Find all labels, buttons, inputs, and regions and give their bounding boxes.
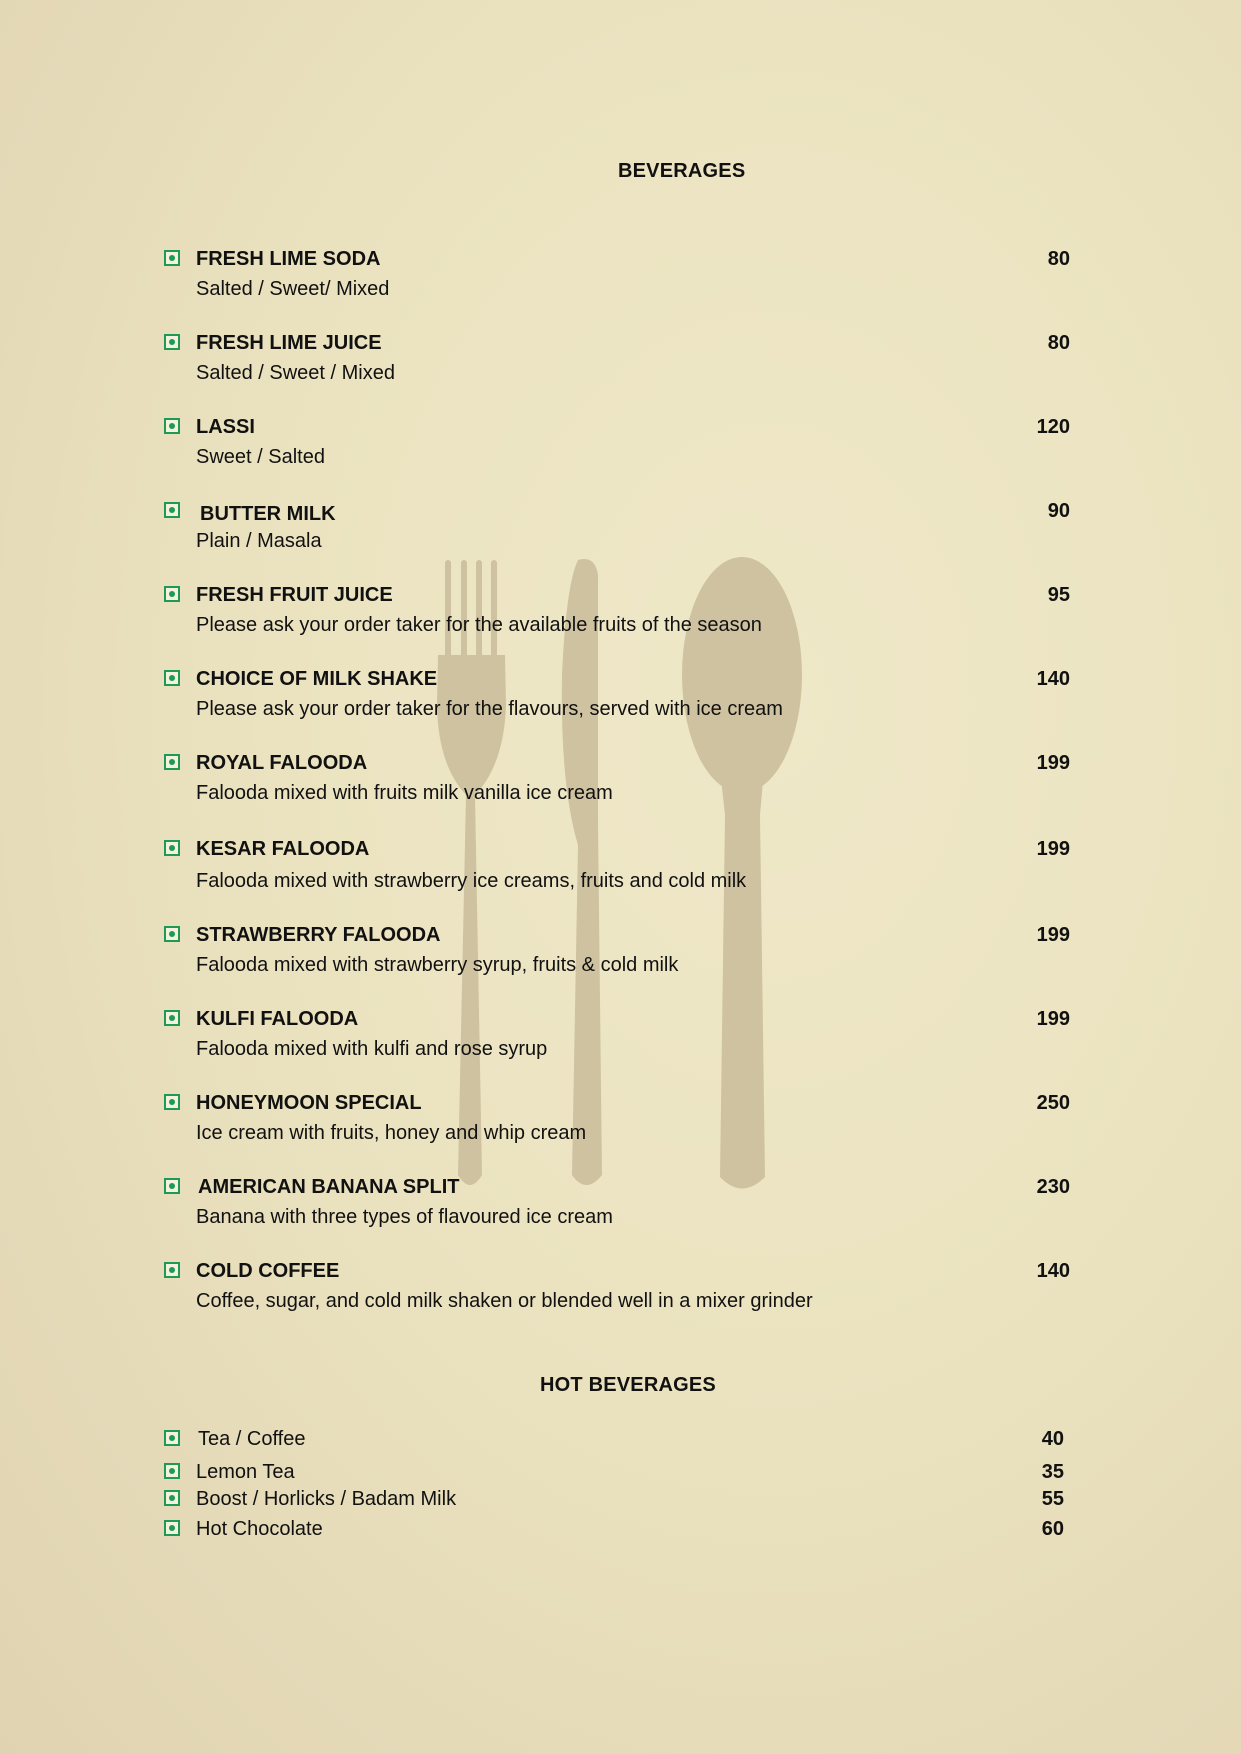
veg-indicator-icon — [164, 502, 180, 518]
item-description: Ice cream with fruits, honey and whip cream — [196, 1122, 587, 1144]
item-description: Please ask your order taker for the available fruits of the season — [196, 614, 762, 636]
item-description: Falooda mixed with fruits milk vanilla ice cream — [196, 782, 613, 804]
item-name: Hot Chocolate — [196, 1518, 323, 1540]
veg-indicator-icon — [164, 334, 180, 350]
veg-indicator-icon — [164, 1490, 180, 1506]
item-price: 80 — [1047, 332, 1070, 354]
item-price: 55 — [1041, 1488, 1064, 1510]
veg-indicator-icon — [164, 1262, 180, 1278]
item-description: Salted / Sweet / Mixed — [196, 362, 395, 384]
item-description: Banana with three types of flavoured ice cream — [196, 1206, 613, 1228]
item-description: Falooda mixed with strawberry syrup, fruits & cold milk — [196, 954, 679, 976]
item-price: 250 — [1036, 1092, 1070, 1114]
item-name: AMERICAN BANANA SPLIT — [198, 1176, 460, 1198]
beverages-heading: BEVERAGES — [618, 160, 746, 182]
item-name: ROYAL FALOODA — [196, 752, 368, 774]
veg-indicator-icon — [164, 250, 180, 266]
item-description: Sweet / Salted — [196, 446, 325, 468]
item-name: FRESH LIME SODA — [196, 248, 381, 270]
veg-indicator-icon — [164, 1430, 180, 1446]
item-price: 90 — [1047, 500, 1070, 522]
item-price: 80 — [1047, 248, 1070, 270]
item-price: 140 — [1036, 1260, 1070, 1282]
veg-indicator-icon — [164, 1094, 180, 1110]
item-price: 199 — [1036, 752, 1070, 774]
item-name: Tea / Coffee — [198, 1428, 306, 1450]
item-name: FRESH LIME JUICE — [196, 332, 382, 354]
item-price: 140 — [1036, 668, 1070, 690]
item-description: Falooda mixed with strawberry ice creams, fruits and cold milk — [196, 870, 747, 892]
item-description: Please ask your order taker for the flavours, served with ice cream — [196, 698, 783, 720]
item-description: Plain / Masala — [196, 530, 322, 552]
item-name: FRESH FRUIT JUICE — [196, 584, 393, 606]
veg-indicator-icon — [164, 840, 180, 856]
item-price: 35 — [1041, 1461, 1064, 1483]
item-price: 230 — [1036, 1176, 1070, 1198]
item-name: STRAWBERRY FALOODA — [196, 924, 441, 946]
item-name: Boost / Horlicks / Badam Milk — [196, 1488, 457, 1510]
veg-indicator-icon — [164, 418, 180, 434]
item-name: KULFI FALOODA — [196, 1008, 359, 1030]
veg-indicator-icon — [164, 1520, 180, 1536]
veg-indicator-icon — [164, 926, 180, 942]
item-name: COLD COFFEE — [196, 1260, 340, 1282]
item-price: 199 — [1036, 838, 1070, 860]
item-description: Coffee, sugar, and cold milk shaken or blended well in a mixer grinder — [196, 1290, 813, 1312]
item-price: 199 — [1036, 1008, 1070, 1030]
item-price: 95 — [1047, 584, 1070, 606]
item-price: 60 — [1041, 1518, 1064, 1540]
item-price: 120 — [1036, 416, 1070, 438]
veg-indicator-icon — [164, 754, 180, 770]
item-name: HONEYMOON SPECIAL — [196, 1092, 422, 1114]
item-price: 199 — [1036, 924, 1070, 946]
item-name: Lemon Tea — [196, 1461, 295, 1483]
item-description: Falooda mixed with kulfi and rose syrup — [196, 1038, 548, 1060]
veg-indicator-icon — [164, 1010, 180, 1026]
item-name: CHOICE OF MILK SHAKE — [196, 668, 438, 690]
veg-indicator-icon — [164, 1178, 180, 1194]
veg-indicator-icon — [164, 586, 180, 602]
veg-indicator-icon — [164, 670, 180, 686]
item-description: Salted / Sweet/ Mixed — [196, 278, 390, 300]
veg-indicator-icon — [164, 1463, 180, 1479]
item-name: LASSI — [196, 416, 255, 438]
item-name: KESAR FALOODA — [196, 838, 370, 860]
item-name: BUTTER MILK — [200, 503, 336, 525]
item-price: 40 — [1041, 1428, 1064, 1450]
hot-beverages-heading: HOT BEVERAGES — [540, 1374, 716, 1396]
